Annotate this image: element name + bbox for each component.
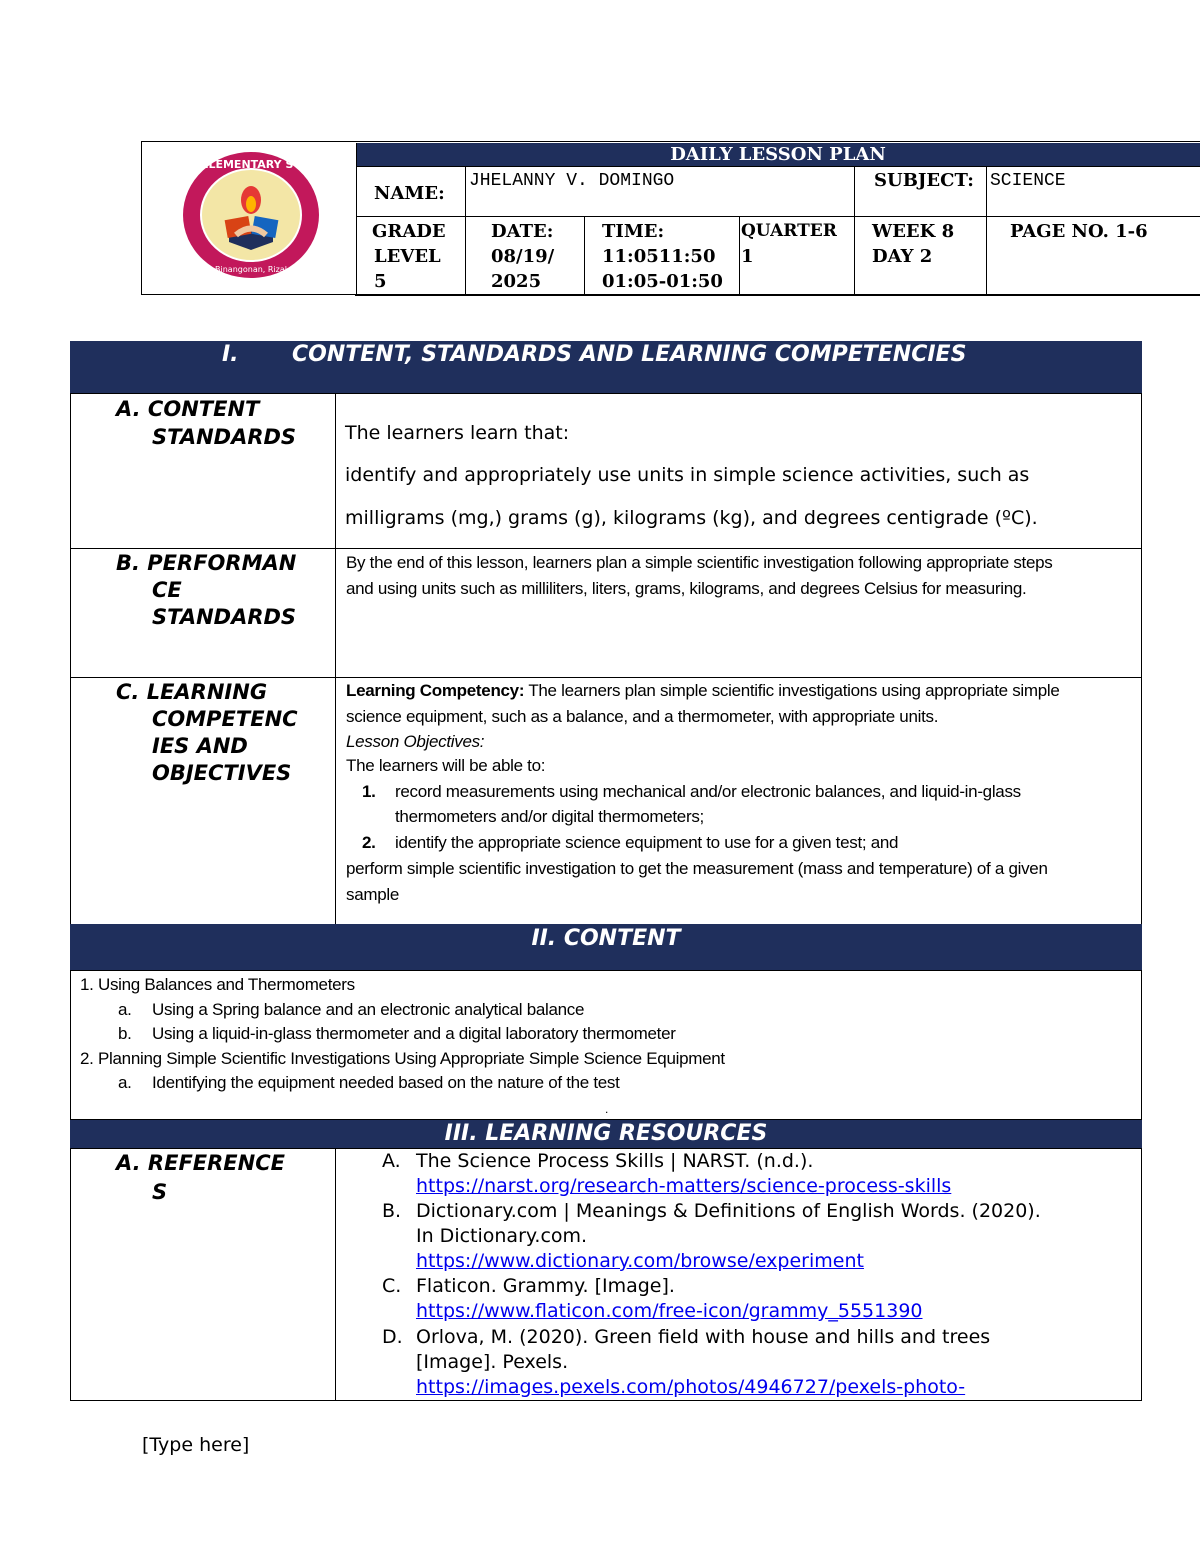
time-label: TIME: xyxy=(602,221,665,242)
ref-d-letter: D. xyxy=(382,1326,403,1348)
ref-d-text: Orlova, M. (2020). Green field with house and hills and trees xyxy=(416,1326,991,1348)
subject-value: SCIENCE xyxy=(990,171,1066,191)
ref-b-text-2: In Dictionary.com. xyxy=(416,1225,588,1247)
content-item-2a-letter: a. xyxy=(118,1073,132,1092)
grade-label-1: GRADE xyxy=(372,221,446,242)
performance-standards-line-2: and using units such as milliliters, liters, grams, kilograms, and degrees Celsius for measuring. xyxy=(346,579,1027,598)
logo-text-top: LIBIS ELEMENTARY SCHOOL xyxy=(165,158,337,171)
date-label: DATE: xyxy=(491,221,554,242)
ref-c-link[interactable]: https://www.flaticon.com/free-icon/grammy_5551390 xyxy=(416,1300,923,1322)
content-item-2: 2. Planning Simple Scientific Investigations Using Appropriate Simple Science Equipment xyxy=(80,1049,725,1068)
content-item-1a-letter: a. xyxy=(118,1000,132,1019)
ref-b-text: Dictionary.com | Meanings & Definitions of English Words. (2020). xyxy=(416,1200,1041,1222)
ref-a-text: The Science Process Skills | NARST. (n.d.). xyxy=(416,1150,814,1172)
footer-placeholder: [Type here] xyxy=(142,1434,250,1456)
objective-3-line-2: sample xyxy=(346,885,400,904)
learning-competencies-label-4: OBJECTIVES xyxy=(152,761,292,785)
content-standards-line-3: milligrams (mg,) grams (g), kilograms (kg), and degrees centigrade (ºC). xyxy=(345,507,1038,529)
grade-value: 5 xyxy=(374,271,387,292)
learning-competency-text-1: The learners plan simple scientific investigations using appropriate simple xyxy=(524,681,1060,700)
content-dot: . xyxy=(605,1102,609,1116)
learning-competency-text-2: science equipment, such as a balance, and a thermometer, with appropriate units. xyxy=(346,707,939,726)
ref-c-letter: C. xyxy=(382,1275,402,1297)
content-standards-line-1: The learners learn that: xyxy=(345,422,570,444)
date-value-1: 08/19/ xyxy=(491,246,555,267)
subject-label: SUBJECT: xyxy=(874,170,974,191)
content-item-1b: Using a liquid-in-glass thermometer and a digital laboratory thermometer xyxy=(152,1024,676,1043)
objective-1-line-1: record measurements using mechanical and/or electronic balances, and liquid-in-glass xyxy=(395,782,1021,801)
content-standards-line-2: identify and appropriately use units in simple science activities, such as xyxy=(345,464,1030,486)
ref-a-letter: A. xyxy=(382,1150,401,1172)
lesson-objectives-heading: Lesson Objectives: xyxy=(346,732,485,751)
ref-a-link[interactable]: https://narst.org/research-matters/science-process-skills xyxy=(416,1175,952,1197)
content-standards-label-1: A. CONTENT xyxy=(116,397,260,421)
content-item-1a: Using a Spring balance and an electronic analytical balance xyxy=(152,1000,585,1019)
ref-d-link[interactable]: https://images.pexels.com/photos/4946727/pexels-photo- xyxy=(416,1376,966,1398)
performance-standards-line-1: By the end of this lesson, learners plan a simple scientific investigation following appropriate steps xyxy=(346,553,1053,572)
content-item-1b-letter: b. xyxy=(118,1024,132,1043)
learning-competency-line-1 xyxy=(346,678,1060,704)
section-2-title: II. CONTENT xyxy=(70,924,1142,970)
learning-competencies-label-2: COMPETENC xyxy=(152,707,298,731)
daily-lesson-plan-banner: DAILY LESSON PLAN xyxy=(356,143,1200,166)
school-logo xyxy=(165,150,337,280)
grade-label-2: LEVEL xyxy=(374,246,441,267)
performance-standards-label-2: CE xyxy=(152,578,182,602)
references-label-1: A. REFERENCE xyxy=(116,1151,285,1175)
objective-1-line-2: thermometers and/or digital thermometers; xyxy=(395,807,704,826)
page-number: PAGE NO. 1-6 xyxy=(1010,221,1148,242)
section-3-title: III. LEARNING RESOURCES xyxy=(70,1120,1142,1148)
ref-d-text-2: [Image]. Pexels. xyxy=(416,1351,569,1373)
time-value-1: 11:0511:50 xyxy=(602,246,716,267)
objective-2-number: 2. xyxy=(362,833,376,852)
week-label: WEEK 8 xyxy=(872,221,955,242)
performance-standards-label-1: B. PERFORMAN xyxy=(116,551,297,575)
ref-c-text: Flaticon. Grammy. [Image]. xyxy=(416,1275,675,1297)
objective-3-line-1: perform simple scientific investigation to get the measurement (mass and temperature) of a given xyxy=(346,859,1048,878)
objective-1-number: 1. xyxy=(362,782,376,801)
content-item-2a: Identifying the equipment needed based on the nature of the test xyxy=(152,1073,620,1092)
learning-competencies-label-1: C. LEARNING xyxy=(116,680,268,704)
content-item-1: 1. Using Balances and Thermometers xyxy=(80,975,355,994)
objective-2-line-1: identify the appropriate science equipment to use for a given test; and xyxy=(395,833,899,852)
time-value-2: 01:05-01:50 xyxy=(602,271,723,292)
performance-standards-label-3: STANDARDS xyxy=(152,605,297,629)
date-value-2: 2025 xyxy=(491,271,542,292)
name-label: NAME: xyxy=(374,183,445,204)
day-label: DAY 2 xyxy=(872,246,933,267)
content-standards-label-2: STANDARDS xyxy=(152,425,297,449)
logo-text-bottom: Binangonan, Rizal xyxy=(215,265,287,274)
learning-competencies-label-3: IES AND xyxy=(152,734,248,758)
ref-b-link[interactable]: https://www.dictionary.com/browse/experiment xyxy=(416,1250,864,1272)
learners-able-to: The learners will be able to: xyxy=(346,756,546,775)
section-1-header xyxy=(70,341,1142,393)
ref-b-letter: B. xyxy=(382,1200,402,1222)
section-1-title: CONTENT, STANDARDS AND LEARNING COMPETENCIES xyxy=(292,342,967,367)
quarter-value: 1 xyxy=(741,246,754,267)
name-value: JHELANNY V. DOMINGO xyxy=(469,171,675,191)
references-label-2: S xyxy=(152,1180,168,1204)
quarter-label: QUARTER xyxy=(741,221,837,241)
learning-competency-label: Learning Competency: xyxy=(346,681,525,700)
section-1-number: I. xyxy=(222,342,239,367)
